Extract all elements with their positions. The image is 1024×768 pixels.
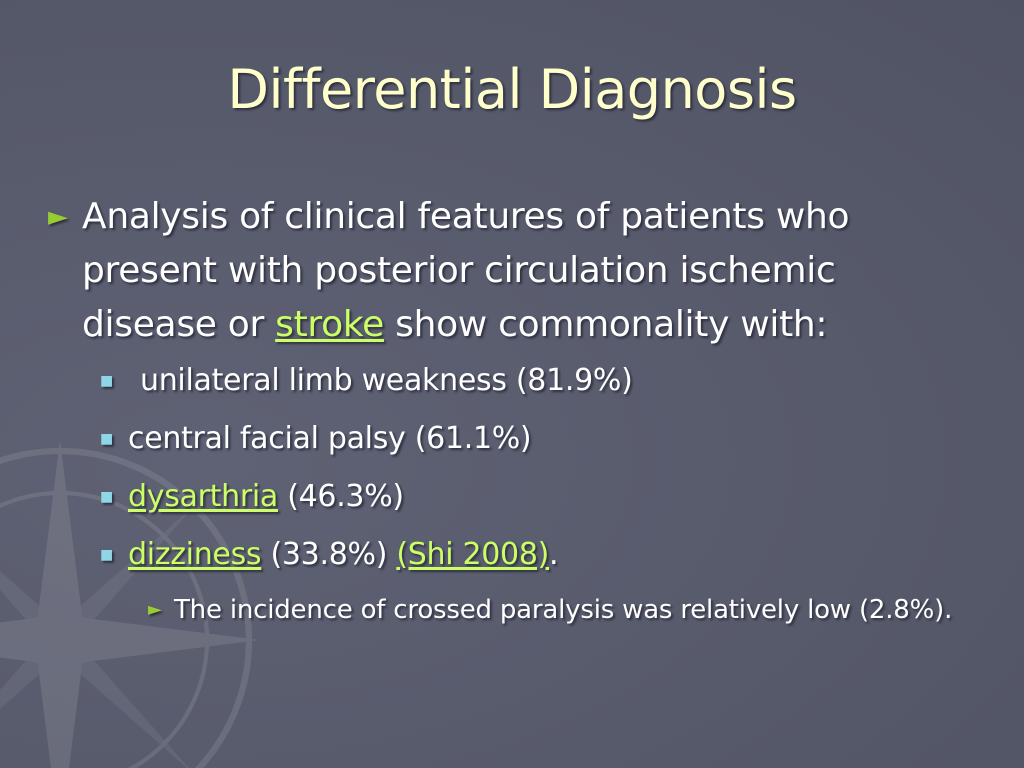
sub-bullet-1 bbox=[100, 352, 978, 410]
dysarthria-link[interactable]: dysarthria bbox=[128, 479, 278, 514]
sub-sub-bullet bbox=[148, 590, 978, 630]
square-bullet-icon: ■ bbox=[100, 547, 113, 563]
square-bullet-icon: ■ bbox=[100, 489, 113, 505]
square-bullet-icon: ■ bbox=[100, 373, 113, 389]
main-bullet bbox=[48, 190, 978, 352]
main-bullet-text bbox=[82, 190, 978, 352]
slide-title: Differential Diagnosis bbox=[227, 58, 797, 121]
sub-bullet-4 bbox=[100, 526, 978, 584]
sub-bullet-text: central facial palsy (61.1%) bbox=[128, 421, 532, 456]
sub-bullet-text bbox=[128, 526, 558, 584]
stroke-link[interactable]: stroke bbox=[275, 304, 384, 345]
intro-text-before: Analysis of clinical features of patients who present with posterior circulation ischemic disease or bbox=[82, 196, 850, 345]
dizziness-link[interactable]: dizziness bbox=[128, 537, 262, 572]
sub-sub-bullet-text: The incidence of crossed paralysis was relatively low (2.8%). bbox=[174, 595, 953, 625]
intro-text-after: show commonality with: bbox=[383, 304, 828, 345]
sub-bullet-3 bbox=[100, 468, 978, 526]
dizziness-value: (33.8%) bbox=[261, 537, 397, 572]
dysarthria-value: (46.3%) bbox=[277, 479, 404, 514]
arrow-bullet-icon: ► bbox=[48, 202, 68, 232]
sub-bullet-2 bbox=[100, 410, 978, 468]
square-bullet-icon: ■ bbox=[100, 431, 113, 447]
slide-body bbox=[48, 190, 978, 630]
sub-bullet-text bbox=[128, 468, 404, 526]
sub-bullet-text: unilateral limb weakness (81.9%) bbox=[140, 363, 633, 398]
arrow-bullet-icon: ► bbox=[148, 599, 162, 620]
period: . bbox=[549, 537, 559, 572]
citation-link[interactable]: (Shi 2008) bbox=[396, 537, 550, 572]
